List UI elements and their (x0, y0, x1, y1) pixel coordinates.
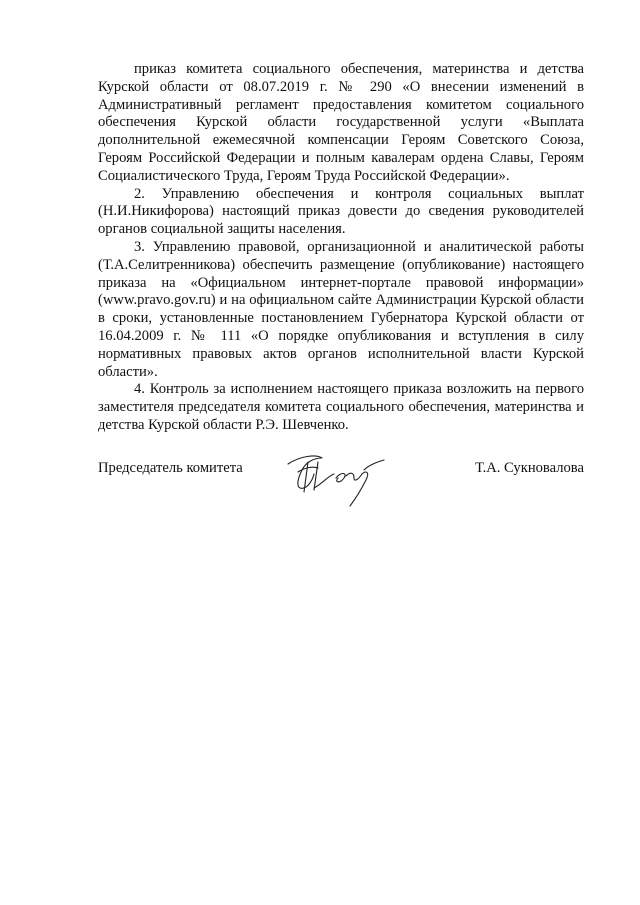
document-body (98, 61, 584, 435)
paragraph-order-reference: приказ комитета социального обеспечения, материнства и детства Курской области от 08.07.2019 г. № 290 «О внесении изменений в Административный регламент предоставления комитетом социального обеспечения Курской области государственной услуги «Выплата дополнительной ежемесячной компенсации Героям Советского Союза, Героям Российской Федерации и полным кавалерам ордена Славы, Героям Социалистического Труда, Героям Труда Российской Федерации». (98, 61, 584, 184)
paragraph-item-3: 3. Управлению правовой, организационной и аналитической работы (Т.А.Селитренникова) обеспечить размещение (опубликование) настоящего приказа на «Официальном интернет-портале правовой информации» (www.pravo.gov.ru) и на официальном сайте Администрации Курской области в сроки, установленные постановлением Губернатора Курской области от 16.04.2009 г. № 111 «О порядке опубликования и вступления в силу нормативных правовых актов органов исполнительной власти Курской области». (98, 238, 584, 380)
handwritten-signature-icon (278, 448, 398, 512)
paragraph-item-4: 4. Контроль за исполнением настоящего приказа возложить на первого заместителя председателя комитета социального обеспечения, материнства и детства Курской области Р.Э. Шевченко. (98, 381, 584, 433)
paragraph-item-2: 2. Управлению обеспечения и контроля социальных выплат (Н.И.Никифорова) настоящий приказ довести до сведения руководителей органов социальной защиты населения. (98, 185, 584, 238)
signature-block (98, 460, 584, 520)
signatory-position: Председатель комитета (98, 460, 243, 476)
signatory-name: Т.А. Сукновалова (475, 460, 584, 476)
